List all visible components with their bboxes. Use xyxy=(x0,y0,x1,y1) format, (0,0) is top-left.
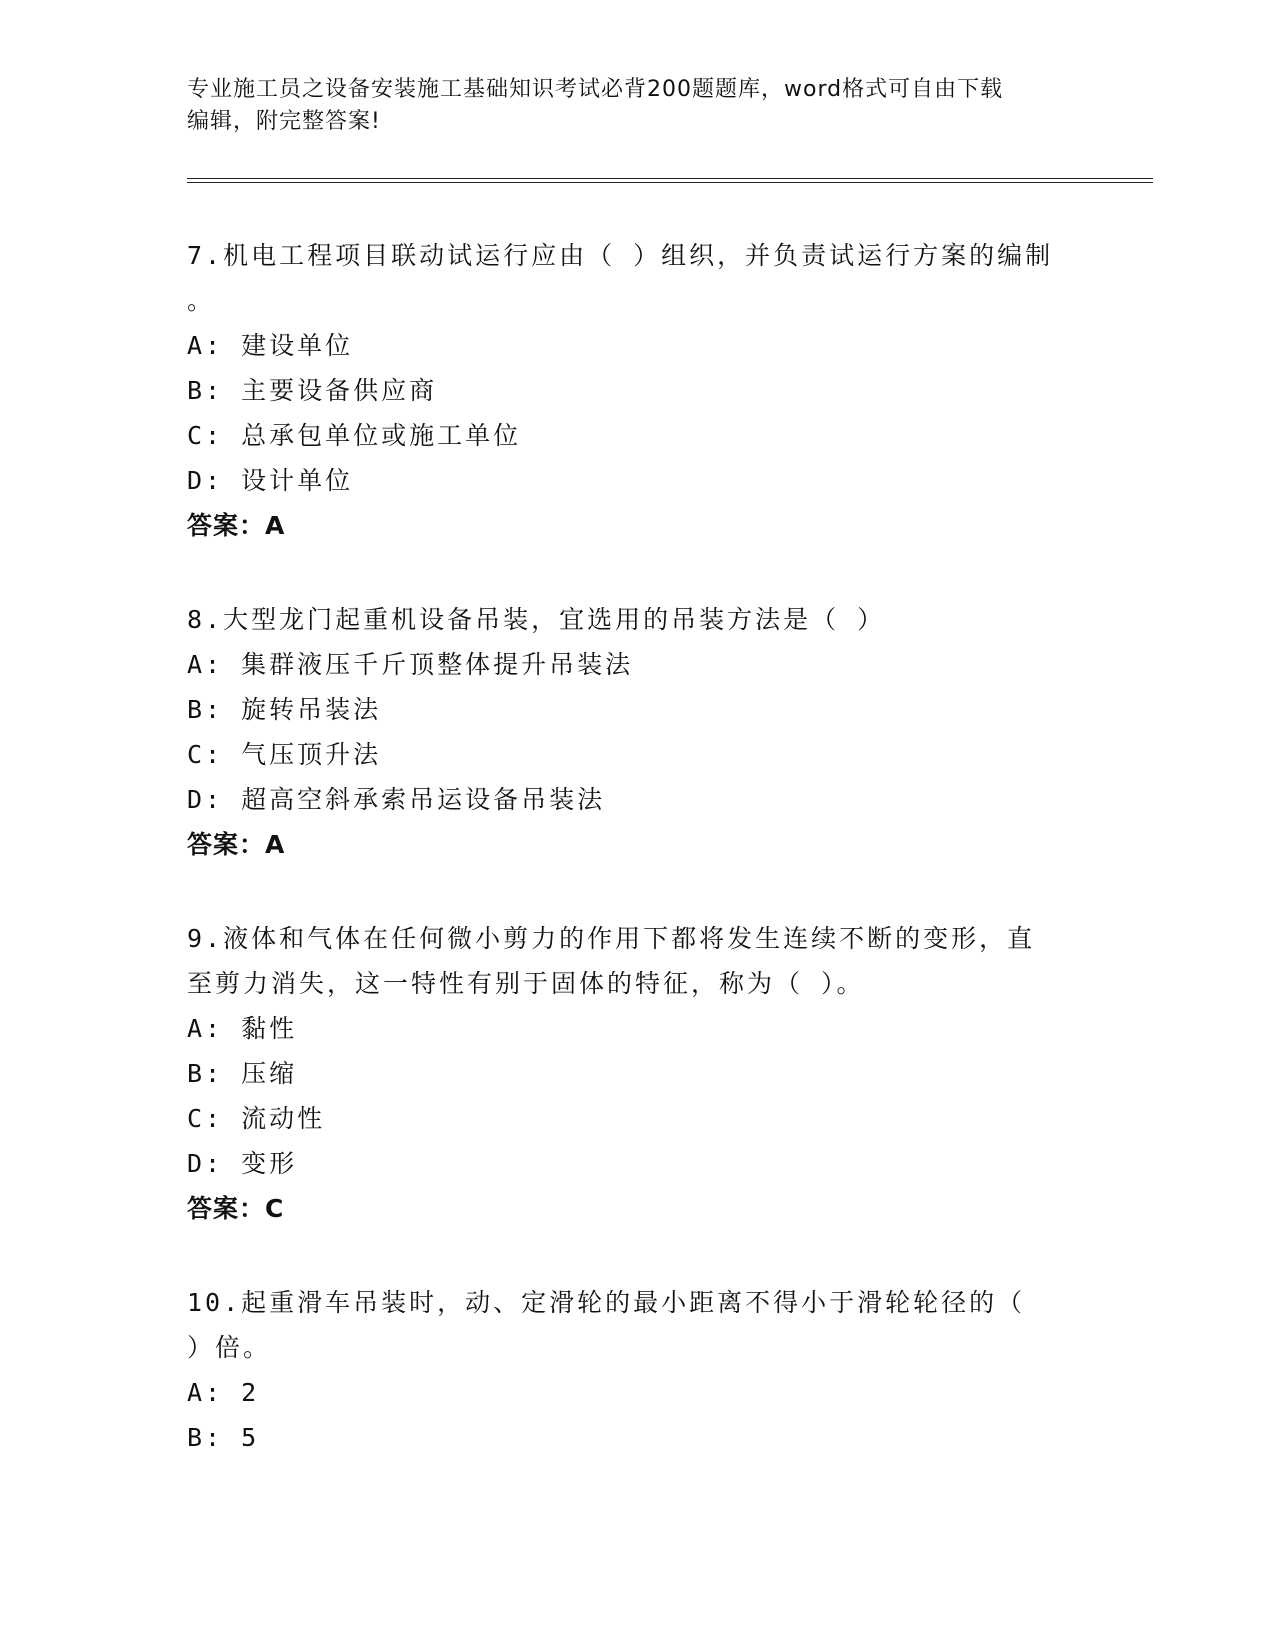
question-10 xyxy=(187,1280,1087,1460)
question-stem-line: 10.起重滑车吊装时，动、定滑轮的最小距离不得小于滑轮轮径的（ xyxy=(187,1288,1026,1317)
option-d: D: 变形 xyxy=(187,1149,298,1178)
question-stem-line: 。 xyxy=(187,286,216,315)
question-stem-line: 8.大型龙门起重机设备吊装，宜选用的吊装方法是（ ） xyxy=(187,605,886,634)
answer-line: 答案：C xyxy=(187,1194,285,1223)
option-b: B: 5 xyxy=(187,1423,260,1452)
question-stem-line: 9.液体和气体在任何微小剪力的作用下都将发生连续不断的变形，直 xyxy=(187,924,1036,953)
option-a: A: 黏性 xyxy=(187,1014,298,1043)
option-c: C: 总承包单位或施工单位 xyxy=(187,421,522,450)
option-a: A: 2 xyxy=(187,1378,260,1407)
option-a: A: 建设单位 xyxy=(187,331,354,360)
header-divider-bottom xyxy=(187,182,1153,183)
option-b: B: 压缩 xyxy=(187,1059,298,1088)
question-stem-line: 7.机电工程项目联动试运行应由（ ）组织，并负责试运行方案的编制 xyxy=(187,241,1054,270)
option-b: B: 旋转吊装法 xyxy=(187,695,382,724)
option-a: A: 集群液压千斤顶整体提升吊装法 xyxy=(187,650,634,679)
option-d: D: 设计单位 xyxy=(187,466,354,495)
option-b: B: 主要设备供应商 xyxy=(187,376,438,405)
question-9 xyxy=(187,916,1087,1231)
question-7 xyxy=(187,233,1087,548)
answer-line: 答案：A xyxy=(187,511,286,540)
option-d: D: 超高空斜承索吊运设备吊装法 xyxy=(187,785,606,814)
option-c: C: 气压顶升法 xyxy=(187,740,382,769)
question-stem-line: ）倍。 xyxy=(187,1333,272,1362)
option-c: C: 流动性 xyxy=(187,1104,326,1133)
answer-line: 答案：A xyxy=(187,830,286,859)
header-line-2: 编辑，附完整答案! xyxy=(187,109,381,134)
header-divider-top xyxy=(187,178,1153,179)
question-stem-line: 至剪力消失，这一特性有别于固体的特征，称为（ ）。 xyxy=(187,969,865,998)
document-header xyxy=(187,74,1067,138)
question-8 xyxy=(187,597,1087,867)
header-line-1: 专业施工员之设备安装施工基础知识考试必背200题题库，word格式可自由下载 xyxy=(187,77,1004,102)
